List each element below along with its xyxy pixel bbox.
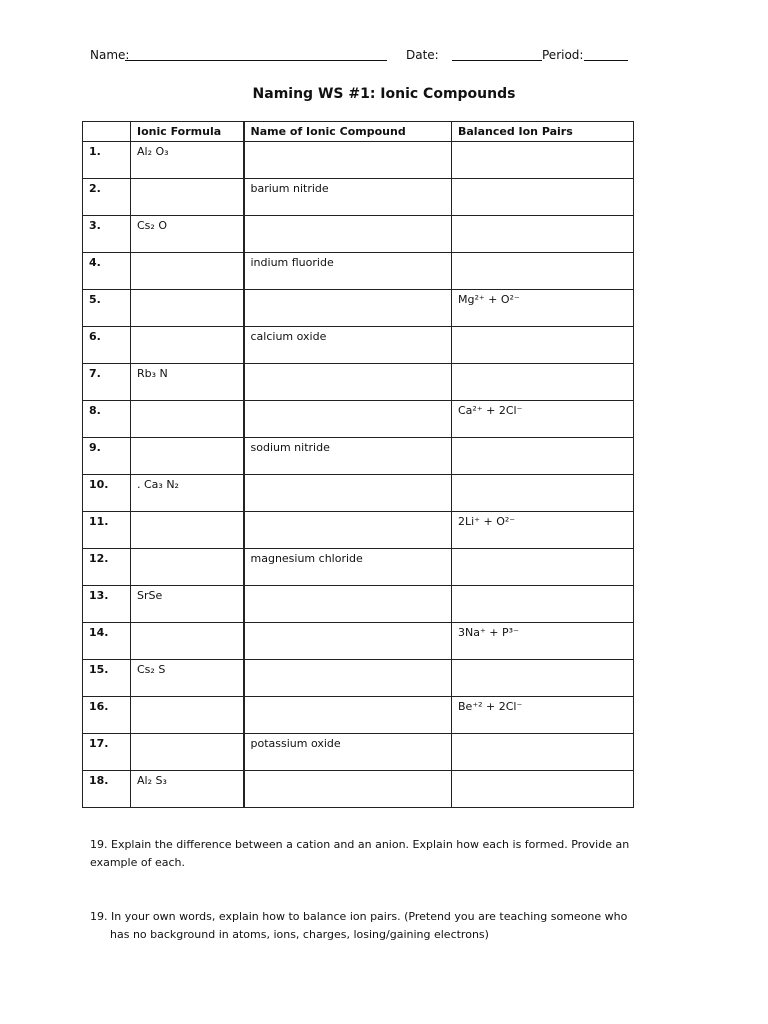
- compound-name-cell: indium fluoride: [244, 253, 452, 290]
- compound-name-cell[interactable]: [244, 401, 452, 438]
- row-number: 15.: [83, 660, 131, 697]
- table-row: [83, 475, 634, 512]
- compound-name-cell: magnesium chloride: [244, 549, 452, 586]
- row-number: 18.: [83, 771, 131, 808]
- name-label: Name:: [90, 48, 130, 62]
- ionic-formula-cell: Cs₂ O: [131, 216, 244, 253]
- row-number: 3.: [83, 216, 131, 253]
- compound-name-cell[interactable]: [244, 586, 452, 623]
- table-row: [83, 660, 634, 697]
- table-body: [83, 142, 634, 808]
- row-number: 12.: [83, 549, 131, 586]
- row-number: 10.: [83, 475, 131, 512]
- ionic-formula-cell[interactable]: [131, 401, 244, 438]
- balanced-ion-pairs-cell[interactable]: [452, 253, 634, 290]
- compound-name-cell[interactable]: [244, 290, 452, 327]
- question-cation-anion: 19. Explain the difference between a cation and an anion. Explain how each is formed. Provide an example of each.: [90, 838, 630, 869]
- worksheet-header: [90, 48, 650, 68]
- ionic-formula-cell[interactable]: [131, 623, 244, 660]
- header-balanced-ion-pairs: Balanced Ion Pairs: [452, 122, 634, 142]
- table-row: [83, 771, 634, 808]
- balanced-ion-pairs-cell[interactable]: [452, 179, 634, 216]
- row-number: 8.: [83, 401, 131, 438]
- balanced-ion-pairs-cell[interactable]: [452, 327, 634, 364]
- compound-name-cell[interactable]: [244, 364, 452, 401]
- ionic-formula-cell[interactable]: [131, 734, 244, 771]
- table-row: [83, 401, 634, 438]
- balanced-ion-pairs-cell[interactable]: [452, 364, 634, 401]
- balanced-ion-pairs-cell: Ca²⁺ + 2Cl⁻: [452, 401, 634, 438]
- ionic-formula-cell[interactable]: [131, 290, 244, 327]
- balanced-ion-pairs-cell[interactable]: [452, 660, 634, 697]
- name-blank-line: [125, 48, 387, 61]
- balanced-ion-pairs-cell: Be⁺² + 2Cl⁻: [452, 697, 634, 734]
- row-number: 5.: [83, 290, 131, 327]
- balanced-ion-pairs-cell[interactable]: [452, 549, 634, 586]
- table-row: [83, 179, 634, 216]
- table-header-row: [83, 122, 634, 142]
- ionic-formula-cell: Cs₂ S: [131, 660, 244, 697]
- ionic-formula-cell: SrSe: [131, 586, 244, 623]
- ionic-formula-cell[interactable]: [131, 327, 244, 364]
- ionic-formula-cell: Rb₃ N: [131, 364, 244, 401]
- compound-name-cell[interactable]: [244, 771, 452, 808]
- balanced-ion-pairs-cell: 2Li⁺ + O²⁻: [452, 512, 634, 549]
- row-number: 17.: [83, 734, 131, 771]
- row-number: 11.: [83, 512, 131, 549]
- balanced-ion-pairs-cell[interactable]: [452, 142, 634, 179]
- balanced-ion-pairs-cell[interactable]: [452, 771, 634, 808]
- table-row: [83, 512, 634, 549]
- ionic-formula-cell[interactable]: [131, 512, 244, 549]
- table-row: [83, 734, 634, 771]
- table-row: [83, 216, 634, 253]
- compound-name-cell[interactable]: [244, 660, 452, 697]
- table-row: [83, 697, 634, 734]
- header-compound-name: Name of Ionic Compound: [244, 122, 452, 142]
- table-row: [83, 623, 634, 660]
- compound-name-cell[interactable]: [244, 142, 452, 179]
- header-number: [83, 122, 131, 142]
- ionic-formula-cell: . Ca₃ N₂: [131, 475, 244, 512]
- row-number: 9.: [83, 438, 131, 475]
- compound-name-cell[interactable]: [244, 216, 452, 253]
- table-row: [83, 142, 634, 179]
- compound-name-cell[interactable]: [244, 697, 452, 734]
- compound-name-cell: calcium oxide: [244, 327, 452, 364]
- table-row: [83, 364, 634, 401]
- ionic-formula-cell[interactable]: [131, 253, 244, 290]
- question-balance-ion-pairs: 19. In your own words, explain how to balance ion pairs. (Pretend you are teaching someone who has no background in atoms, ions, charges, losing/gaining electrons): [90, 910, 628, 941]
- row-number: 7.: [83, 364, 131, 401]
- compound-name-cell[interactable]: [244, 623, 452, 660]
- period-label: Period:: [542, 48, 584, 62]
- compound-name-cell[interactable]: [244, 475, 452, 512]
- ionic-formula-cell[interactable]: [131, 549, 244, 586]
- table-row: [83, 290, 634, 327]
- balanced-ion-pairs-cell[interactable]: [452, 475, 634, 512]
- balanced-ion-pairs-cell: 3Na⁺ + P³⁻: [452, 623, 634, 660]
- row-number: 6.: [83, 327, 131, 364]
- balanced-ion-pairs-cell[interactable]: [452, 438, 634, 475]
- table-row: [83, 253, 634, 290]
- compound-name-cell: barium nitride: [244, 179, 452, 216]
- ionic-formula-cell[interactable]: [131, 438, 244, 475]
- compound-name-cell: sodium nitride: [244, 438, 452, 475]
- row-number: 16.: [83, 697, 131, 734]
- ionic-formula-cell: Al₂ S₃: [131, 771, 244, 808]
- row-number: 1.: [83, 142, 131, 179]
- table-row: [83, 549, 634, 586]
- balanced-ion-pairs-cell[interactable]: [452, 586, 634, 623]
- date-blank-line: [452, 48, 542, 61]
- table-row: [83, 586, 634, 623]
- ionic-formula-cell: Al₂ O₃: [131, 142, 244, 179]
- row-number: 14.: [83, 623, 131, 660]
- balanced-ion-pairs-cell[interactable]: [452, 734, 634, 771]
- worksheet-title: Naming WS #1: Ionic Compounds: [252, 86, 516, 102]
- ionic-compounds-table: [82, 121, 634, 808]
- row-number: 13.: [83, 586, 131, 623]
- compound-name-cell: potassium oxide: [244, 734, 452, 771]
- period-blank-line: [584, 48, 628, 61]
- balanced-ion-pairs-cell: Mg²⁺ + O²⁻: [452, 290, 634, 327]
- ionic-formula-cell[interactable]: [131, 697, 244, 734]
- row-number: 2.: [83, 179, 131, 216]
- date-label: Date:: [406, 48, 439, 62]
- header-ionic-formula: Ionic Formula: [131, 122, 244, 142]
- row-number: 4.: [83, 253, 131, 290]
- compound-name-cell[interactable]: [244, 512, 452, 549]
- balanced-ion-pairs-cell[interactable]: [452, 216, 634, 253]
- table-row: [83, 438, 634, 475]
- ionic-formula-cell[interactable]: [131, 179, 244, 216]
- table-row: [83, 327, 634, 364]
